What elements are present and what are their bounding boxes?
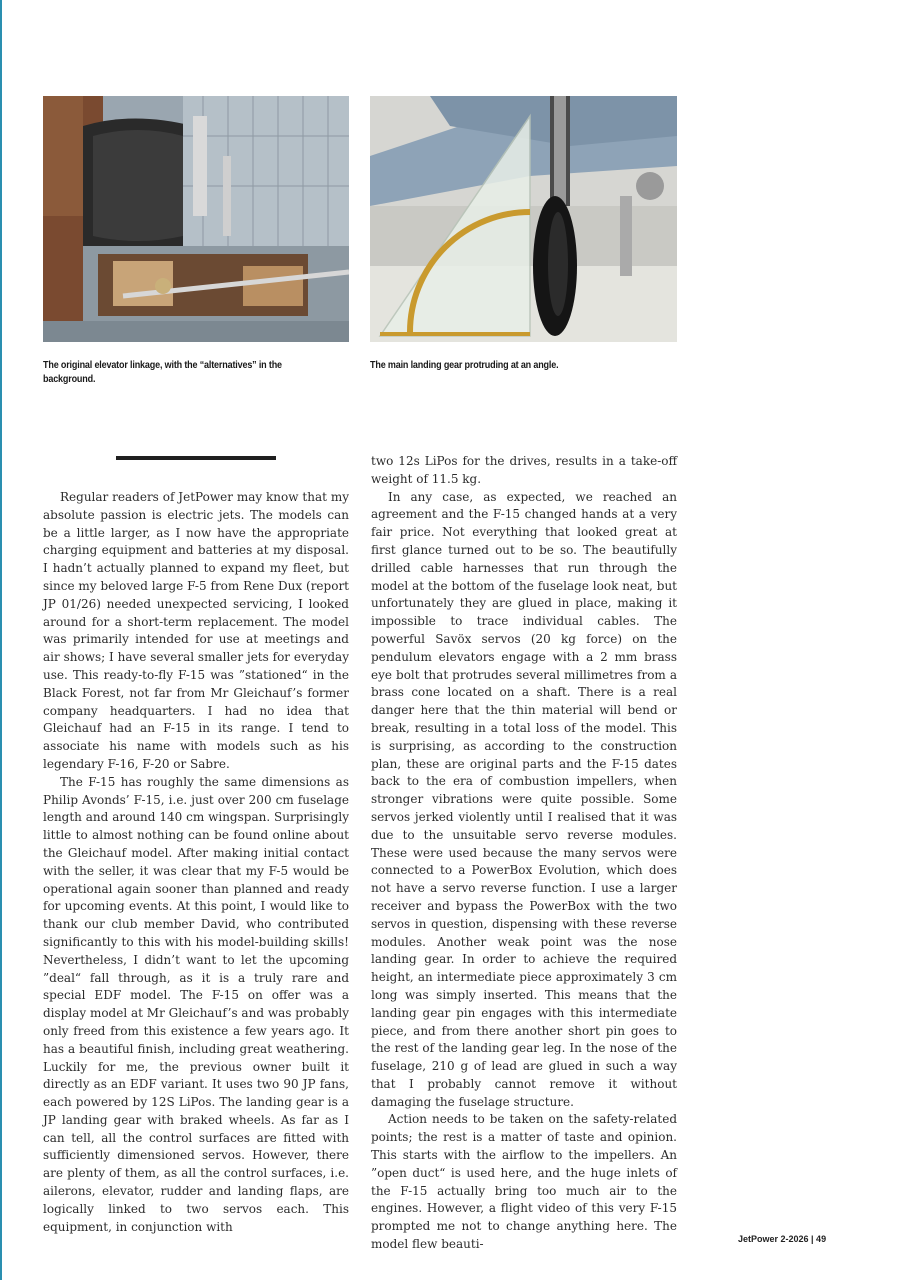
paragraph: Regular readers of JetPower may know that my absolute passion is electric jets. The models can be a little larger, as I now have the appropriate charging equipment and batteries at my disposal. I hadn’t actually planned to expand my fleet, but since my beloved large F-5 from Rene Dux (report JP 01/26) needed unexpected servicing, I looked around for a short-term replacement. The model was primarily intended for use at meetings and air shows; I have several smaller jets for everyday use. This ready-to-fly F-15 was ”stationed“ in the Black Forest, not far from Mr Gleichauf’s former company headquarters. I had no idea that Gleichauf had an F-15 in its range. I tend to associate his name with models such as his legendary F-16, F-20 or Sabre. xyxy=(43,490,349,771)
page-edge-accent xyxy=(0,0,2,1280)
photo-caption-left: The original elevator linkage, with the “alternatives” in the background. xyxy=(43,359,282,385)
section-rule xyxy=(116,456,276,460)
elevator-linkage-photo xyxy=(43,96,349,342)
page-folio: JetPower 2-2026 | 49 xyxy=(738,1234,827,1244)
landing-gear-photo xyxy=(370,96,677,342)
article-column-right xyxy=(371,453,677,1254)
paragraph: Action needs to be taken on the safety-related points; the rest is a matter of taste and opinion. This starts with the airflow to the impellers. An ”open duct“ is used here, and the huge inlets of the F-15 actually bring too much air to the engines. However, a flight video of this very F-15 prompted me not to change anything here. The model flew beauti- xyxy=(371,1112,677,1252)
article-column-left xyxy=(43,489,349,1236)
paragraph: two 12s LiPos for the drives, results in a take-off weight of 11.5 kg. xyxy=(371,454,677,486)
paragraph: The F-15 has roughly the same dimensions as Philip Avonds’ F-15, i.e. just over 200 cm fuselage length and around 140 cm wingspan. Surprisingly little to almost nothing can be found online about the Gleichauf model. After making initial contact with the seller, it was clear that my F-5 would be operational again sooner than planned and ready for upcoming events. At this point, I would like to thank our club member David, who contributed significantly to this with his model-building skills! Nevertheless, I didn’t want to let the upcoming ”deal“ fall through, as it is a truly rare and special EDF model. The F-15 on offer was a display model at Mr Gleichauf’s and was probably only freed from this existence a few years ago. It has a beautiful finish, including great weathering. Luckily for me, the previous owner built it directly as an EDF variant. It uses two 90 JP fans, each powered by 12S LiPos. The landing gear is a JP landing gear with braked wheels. As far as I can tell, all the control surfaces are fitted with sufficiently dimensioned servos. However, there are plenty of them, as all the control surfaces, i.e. ailerons, elevator, rudder and landing flaps, are logically linked to two servos each. This equipment, in conjunction with xyxy=(43,774,349,1234)
paragraph: In any case, as expected, we reached an agreement and the F-15 changed hands at a very fair price. Not everything that looked great at first glance turned out to be so. The beautifully drilled cable harnesses that run through the model at the bottom of the fuselage look neat, but unfortunately they are glued in place, making it impossible to trace individual cables. The powerful Savöx servos (20 kg force) on the pendulum elevators engage with a 2 mm brass eye bolt that protrudes several millimetres from a brass cone located on a shaft. There is a real danger here that the thin material will bend or break, resulting in a total loss of the model. This is surprising, as according to the construction plan, these are original parts and the F-15 dates back to the era of combustion impellers, when stronger vibrations were quite possible. Some servos jerked violently until I realised that it was due to the unsuitable servo reverse modules. These were used because the many servos were connected to a PowerBox Evolution, which does not have a servo reverse function. I use a larger receiver and bypass the PowerBox with the two servos in question, dispensing with these reverse modules. Another weak point was the nose landing gear. In order to achieve the required height, an intermediate piece approximately 3 cm long was simply inserted. This means that the landing gear pin engages with this intermediate piece, and from there another short pin goes to the rest of the landing gear leg. In the nose of the fuselage, 210 g of lead are glued in such a way that I probably cannot remove it without damaging the fuselage structure. xyxy=(371,489,677,1109)
photo-caption-right: The main landing gear protruding at an angle. xyxy=(370,359,559,371)
